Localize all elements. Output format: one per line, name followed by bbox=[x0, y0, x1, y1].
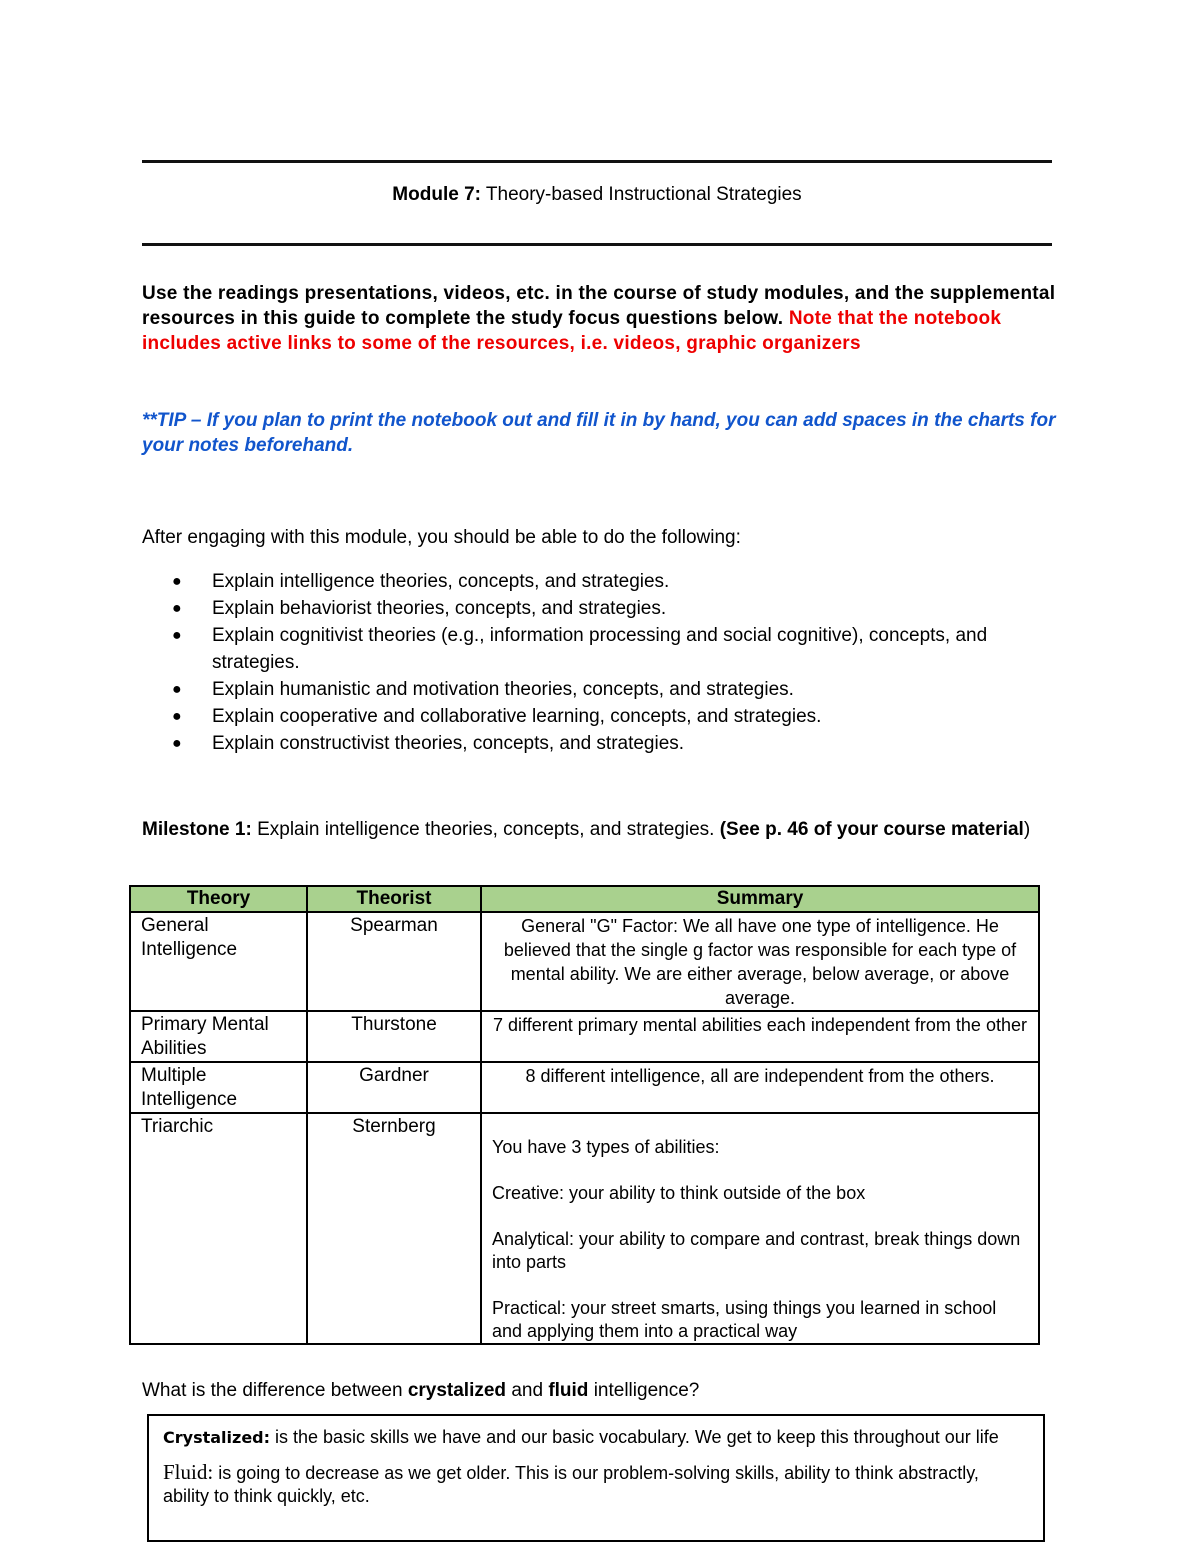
header-theorist: Theorist bbox=[307, 886, 481, 912]
bottom-divider bbox=[142, 243, 1052, 246]
cell-theorist: Thurstone bbox=[307, 1011, 481, 1062]
list-item: ● Explain humanistic and motivation theories, concepts, and strategies. bbox=[142, 676, 1062, 703]
list-item: ● Explain cooperative and collaborative learning, concepts, and strategies. bbox=[142, 703, 1062, 730]
fluid-label: Fluid: bbox=[163, 1460, 214, 1484]
term-crystalized: crystalized bbox=[407, 1380, 507, 1401]
term-fluid: fluid bbox=[548, 1380, 589, 1401]
instructions-note: Note that the notebook includes active links to some of the resources, i.e. videos, graphic organizers bbox=[142, 308, 1002, 354]
top-divider bbox=[142, 160, 1052, 163]
milestone-heading: Milestone 1: Explain intelligence theories, concepts, and strategies. (See p. 46 of your course material) bbox=[142, 819, 1031, 840]
list-item: ● Explain constructivist theories, concepts, and strategies. bbox=[142, 730, 1062, 757]
answer-crystalized bbox=[163, 1426, 1029, 1449]
module-heading bbox=[142, 184, 1052, 206]
tip-text: **TIP – If you plan to print the notebook out and fill it in by hand, you can add spaces in the charts for your notes beforehand. bbox=[142, 410, 1056, 456]
milestone-reference: (See p. 46 of your course material bbox=[719, 819, 1024, 840]
table-row bbox=[130, 1011, 1039, 1062]
module-label: Module 7: bbox=[392, 184, 481, 205]
table-header-row bbox=[130, 886, 1039, 912]
fluid-text: is going to decrease as we get older. This is our problem-solving skills, ability to think abstractly, ability to think quickly, etc. bbox=[163, 1463, 979, 1506]
summary-line: Analytical: your ability to compare and contrast, break things down into parts bbox=[492, 1229, 1021, 1272]
bullet-icon: ● bbox=[172, 627, 182, 644]
question-text: What is the difference between crystalized and fluid intelligence? bbox=[142, 1380, 700, 1401]
table-row bbox=[130, 1113, 1039, 1344]
intelligence-theories-table bbox=[129, 885, 1040, 1345]
cell-theory: Triarchic bbox=[130, 1113, 307, 1344]
cell-summary bbox=[481, 1113, 1039, 1344]
cell-theory: Multiple Intelligence bbox=[130, 1062, 307, 1113]
header-theory: Theory bbox=[130, 886, 307, 912]
answer-fluid bbox=[163, 1461, 1029, 1508]
list-item: ● Explain intelligence theories, concepts, and strategies. bbox=[142, 568, 1062, 595]
objectives-intro: After engaging with this module, you should be able to do the following: bbox=[142, 527, 741, 548]
cell-summary: 8 different intelligence, all are independent from the others. bbox=[481, 1062, 1039, 1113]
summary-line: Creative: your ability to think outside of the box bbox=[492, 1183, 866, 1203]
module-title: Theory-based Instructional Strategies bbox=[485, 184, 802, 205]
objectives-list bbox=[142, 568, 1062, 757]
crystalized-text: is the basic skills we have and our basic vocabulary. We get to keep this throughout our life bbox=[270, 1427, 999, 1447]
header-summary: Summary bbox=[481, 886, 1039, 912]
table-row bbox=[130, 1062, 1039, 1113]
list-item: ● Explain cognitivist theories (e.g., information processing and social cognitive), concepts, and strategies. bbox=[142, 622, 1062, 676]
milestone-label: Milestone 1: bbox=[142, 819, 252, 840]
instructions bbox=[142, 281, 1057, 356]
answer-box bbox=[147, 1414, 1045, 1542]
cell-theory: General Intelligence bbox=[130, 912, 307, 1011]
cell-theorist: Gardner bbox=[307, 1062, 481, 1113]
bullet-icon: ● bbox=[172, 573, 182, 590]
summary-line: You have 3 types of abilities: bbox=[492, 1137, 720, 1157]
cell-theory: Primary Mental Abilities bbox=[130, 1011, 307, 1062]
list-item: ● Explain behaviorist theories, concepts, and strategies. bbox=[142, 595, 1062, 622]
crystalized-label: Crystalized: bbox=[163, 1428, 271, 1447]
bullet-icon: ● bbox=[172, 708, 182, 725]
cell-summary: 7 different primary mental abilities each independent from the other bbox=[481, 1011, 1039, 1062]
milestone-text: Explain intelligence theories, concepts, and strategies. bbox=[257, 819, 715, 840]
cell-theorist: Spearman bbox=[307, 912, 481, 1011]
summary-line: Practical: your street smarts, using things you learned in school and applying them into a practical way bbox=[492, 1298, 997, 1341]
table-row bbox=[130, 912, 1039, 1011]
instructions-main: Use the readings presentations, videos, etc. in the course of study modules, and the supplemental resources in this guide to complete the study focus questions below. bbox=[142, 283, 1056, 329]
bullet-icon: ● bbox=[172, 600, 182, 617]
cell-summary: General "G" Factor: We all have one type of intelligence. He believed that the single g factor was responsible for each type of mental ability. We are either average, below average, or above average. bbox=[481, 912, 1039, 1011]
cell-theorist: Sternberg bbox=[307, 1113, 481, 1344]
bullet-icon: ● bbox=[172, 681, 182, 698]
bullet-icon: ● bbox=[172, 735, 182, 752]
